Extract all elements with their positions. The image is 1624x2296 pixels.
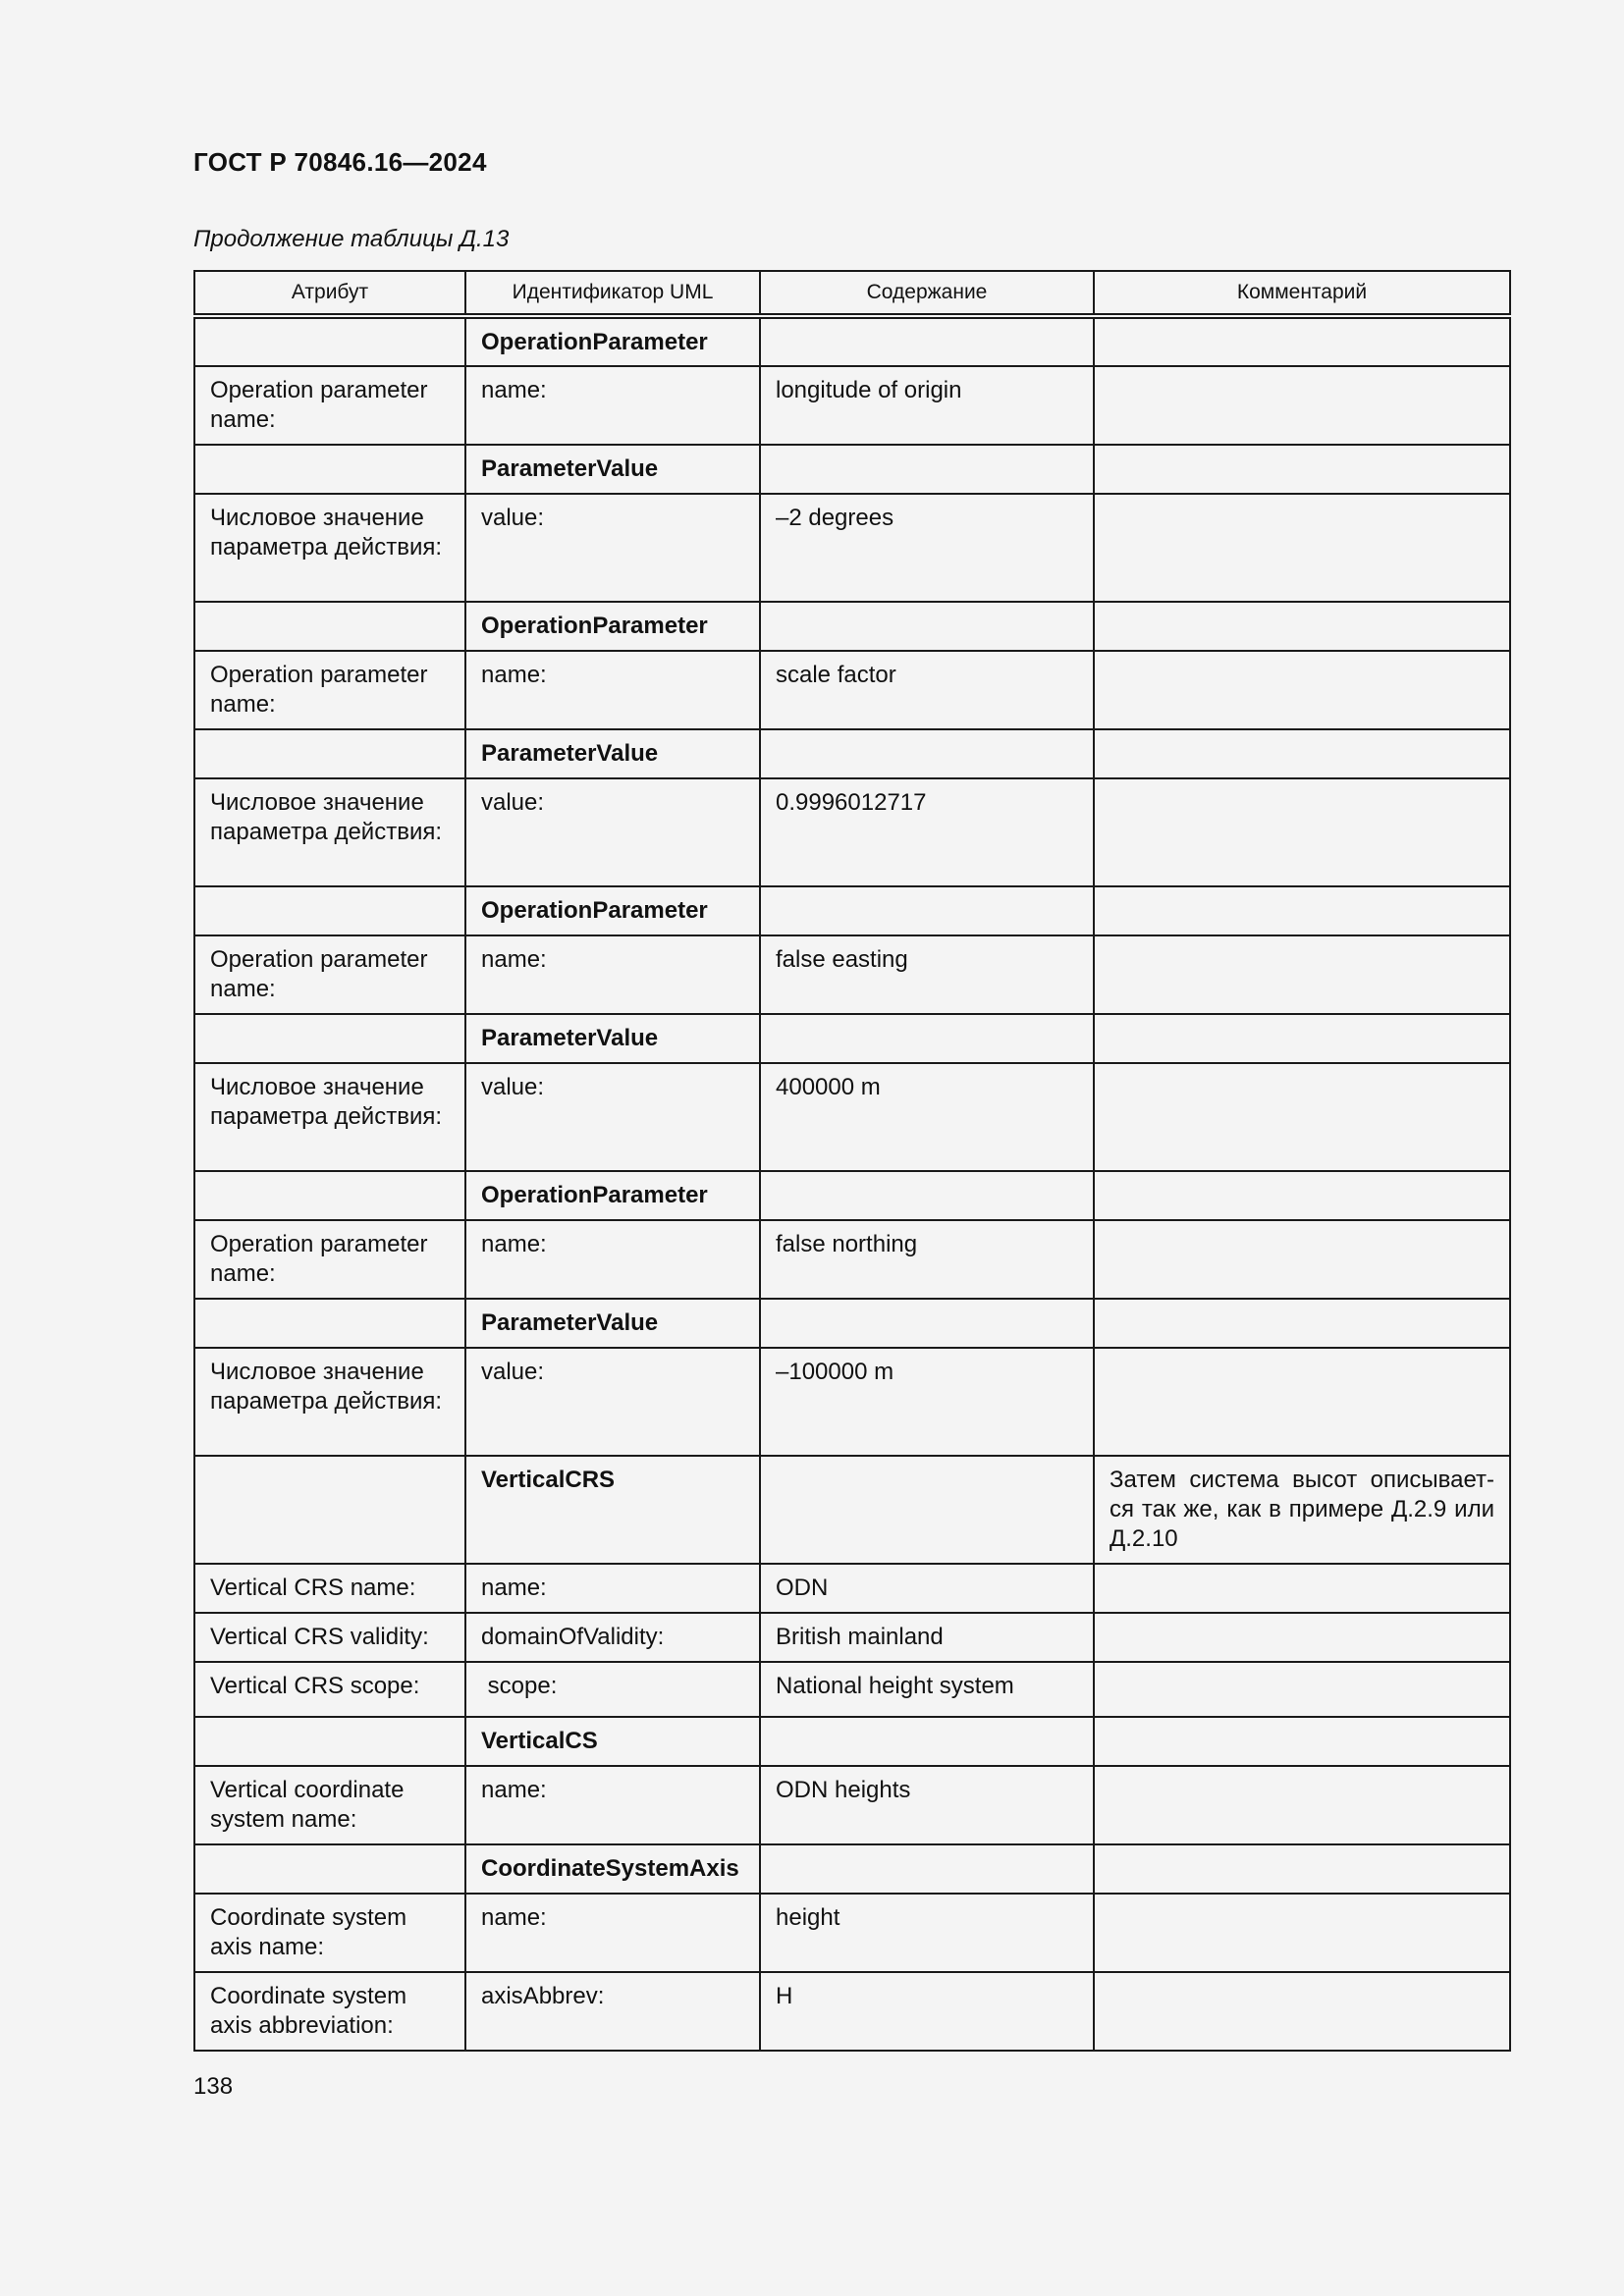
cell-uml-identifier: name: (465, 1220, 760, 1299)
cell-attribute (194, 1171, 465, 1220)
cell-content: false northing (760, 1220, 1094, 1299)
cell-content: –100000 m (760, 1348, 1094, 1456)
cell-content: ODN heights (760, 1766, 1094, 1844)
cell-attribute: Operation parameter name: (194, 651, 465, 729)
cell-uml-identifier: ParameterValue (465, 1014, 760, 1063)
header-row (194, 271, 1510, 316)
table-row-class (194, 1014, 1510, 1063)
table-row (194, 366, 1510, 445)
cell-content: scale factor (760, 651, 1094, 729)
table-row-class (194, 445, 1510, 494)
table-row-class (194, 1299, 1510, 1348)
cell-attribute (194, 1014, 465, 1063)
cell-content (760, 445, 1094, 494)
cell-attribute (194, 1844, 465, 1894)
cell-uml-identifier: name: (465, 651, 760, 729)
cell-comment (1094, 445, 1510, 494)
data-table (193, 270, 1511, 2052)
cell-uml-identifier: name: (465, 935, 760, 1014)
table-row (194, 1972, 1510, 2051)
cell-content (760, 886, 1094, 935)
table-row (194, 778, 1510, 886)
cell-attribute: Числовое значение параметра действия: (194, 1063, 465, 1171)
cell-uml-identifier: ParameterValue (465, 445, 760, 494)
cell-content (760, 1014, 1094, 1063)
cell-attribute: Vertical coordinate system name: (194, 1766, 465, 1844)
cell-content: height (760, 1894, 1094, 1972)
cell-content (760, 1844, 1094, 1894)
cell-attribute (194, 1299, 465, 1348)
cell-comment (1094, 1299, 1510, 1348)
cell-attribute: Coordinate system axis name: (194, 1894, 465, 1972)
cell-comment (1094, 651, 1510, 729)
cell-comment (1094, 1063, 1510, 1171)
table-row (194, 1662, 1510, 1717)
table-row-class (194, 602, 1510, 651)
cell-comment (1094, 1766, 1510, 1844)
cell-comment (1094, 935, 1510, 1014)
cell-attribute: Operation parameter name: (194, 935, 465, 1014)
cell-comment (1094, 1972, 1510, 2051)
cell-uml-identifier: value: (465, 1063, 760, 1171)
cell-comment (1094, 1894, 1510, 1972)
cell-attribute: Operation parameter name: (194, 1220, 465, 1299)
cell-comment (1094, 1348, 1510, 1456)
cell-content: ODN (760, 1564, 1094, 1613)
cell-comment (1094, 729, 1510, 778)
table-row-class (194, 1844, 1510, 1894)
cell-comment: Затем система высот описывает-ся так же, как в примере Д.2.9 или Д.2.10 (1094, 1456, 1510, 1564)
table-row (194, 494, 1510, 602)
cell-comment (1094, 1220, 1510, 1299)
cell-content: 400000 m (760, 1063, 1094, 1171)
cell-content: false easting (760, 935, 1094, 1014)
column-header-content: Содержание (760, 271, 1094, 316)
cell-content: 0.9996012717 (760, 778, 1094, 886)
table-row-class (194, 1171, 1510, 1220)
cell-content (760, 602, 1094, 651)
cell-uml-identifier: CoordinateSystemAxis (465, 1844, 760, 1894)
cell-comment (1094, 1662, 1510, 1717)
cell-attribute: Vertical CRS validity: (194, 1613, 465, 1662)
table-row-class (194, 1456, 1510, 1564)
cell-content (760, 1717, 1094, 1766)
cell-attribute (194, 602, 465, 651)
cell-attribute: Operation parameter name: (194, 366, 465, 445)
table-body (194, 316, 1510, 2051)
table-caption: Продолжение таблицы Д.13 (193, 226, 510, 252)
cell-attribute: Coordinate system axis abbreviation: (194, 1972, 465, 2051)
cell-uml-identifier: VerticalCS (465, 1717, 760, 1766)
cell-comment (1094, 316, 1510, 366)
cell-attribute: Числовое значение параметра действия: (194, 1348, 465, 1456)
cell-uml-identifier: axisAbbrev: (465, 1972, 760, 2051)
cell-uml-identifier: domainOfValidity: (465, 1613, 760, 1662)
cell-comment (1094, 1717, 1510, 1766)
cell-content (760, 729, 1094, 778)
cell-comment (1094, 602, 1510, 651)
cell-attribute: Числовое значение параметра действия: (194, 778, 465, 886)
cell-comment (1094, 886, 1510, 935)
cell-comment (1094, 494, 1510, 602)
cell-attribute (194, 316, 465, 366)
table-row-class (194, 1717, 1510, 1766)
cell-comment (1094, 1171, 1510, 1220)
table-row (194, 1894, 1510, 1972)
cell-content: longitude of origin (760, 366, 1094, 445)
cell-content (760, 316, 1094, 366)
cell-attribute: Vertical CRS scope: (194, 1662, 465, 1717)
cell-attribute (194, 886, 465, 935)
table-row (194, 651, 1510, 729)
cell-content: British mainland (760, 1613, 1094, 1662)
table-row (194, 935, 1510, 1014)
table-row-class (194, 729, 1510, 778)
cell-comment (1094, 778, 1510, 886)
cell-uml-identifier: name: (465, 366, 760, 445)
cell-uml-identifier: name: (465, 1766, 760, 1844)
table-row (194, 1766, 1510, 1844)
table-row-class (194, 886, 1510, 935)
cell-comment (1094, 1564, 1510, 1613)
table-header (194, 271, 1510, 316)
cell-attribute: Числовое значение параметра действия: (194, 494, 465, 602)
cell-uml-identifier: ParameterValue (465, 729, 760, 778)
cell-attribute (194, 729, 465, 778)
cell-content (760, 1299, 1094, 1348)
cell-uml-identifier: name: (465, 1894, 760, 1972)
table-row-class (194, 316, 1510, 366)
column-header-attribute: Атрибут (194, 271, 465, 316)
page-number: 138 (193, 2073, 234, 2100)
cell-content: H (760, 1972, 1094, 2051)
table-row (194, 1564, 1510, 1613)
cell-attribute (194, 1456, 465, 1564)
cell-uml-identifier: OperationParameter (465, 886, 760, 935)
table-row (194, 1613, 1510, 1662)
cell-content: National height system (760, 1662, 1094, 1717)
document-header: ГОСТ Р 70846.16—2024 (193, 147, 487, 177)
cell-uml-identifier: scope: (465, 1662, 760, 1717)
cell-attribute (194, 445, 465, 494)
cell-uml-identifier: OperationParameter (465, 316, 760, 366)
cell-uml-identifier: value: (465, 494, 760, 602)
table-row (194, 1348, 1510, 1456)
cell-content: –2 degrees (760, 494, 1094, 602)
cell-uml-identifier: value: (465, 1348, 760, 1456)
cell-uml-identifier: value: (465, 778, 760, 886)
cell-comment (1094, 366, 1510, 445)
cell-comment (1094, 1613, 1510, 1662)
table-row (194, 1220, 1510, 1299)
cell-content (760, 1171, 1094, 1220)
column-header-comment: Комментарий (1094, 271, 1510, 316)
table-row (194, 1063, 1510, 1171)
cell-comment (1094, 1844, 1510, 1894)
cell-attribute (194, 1717, 465, 1766)
cell-uml-identifier: OperationParameter (465, 602, 760, 651)
cell-comment (1094, 1014, 1510, 1063)
cell-attribute: Vertical CRS name: (194, 1564, 465, 1613)
cell-uml-identifier: OperationParameter (465, 1171, 760, 1220)
cell-uml-identifier: VerticalCRS (465, 1456, 760, 1564)
cell-uml-identifier: ParameterValue (465, 1299, 760, 1348)
cell-uml-identifier: name: (465, 1564, 760, 1613)
column-header-uml-identifier: Идентификатор UML (465, 271, 760, 316)
cell-content (760, 1456, 1094, 1564)
